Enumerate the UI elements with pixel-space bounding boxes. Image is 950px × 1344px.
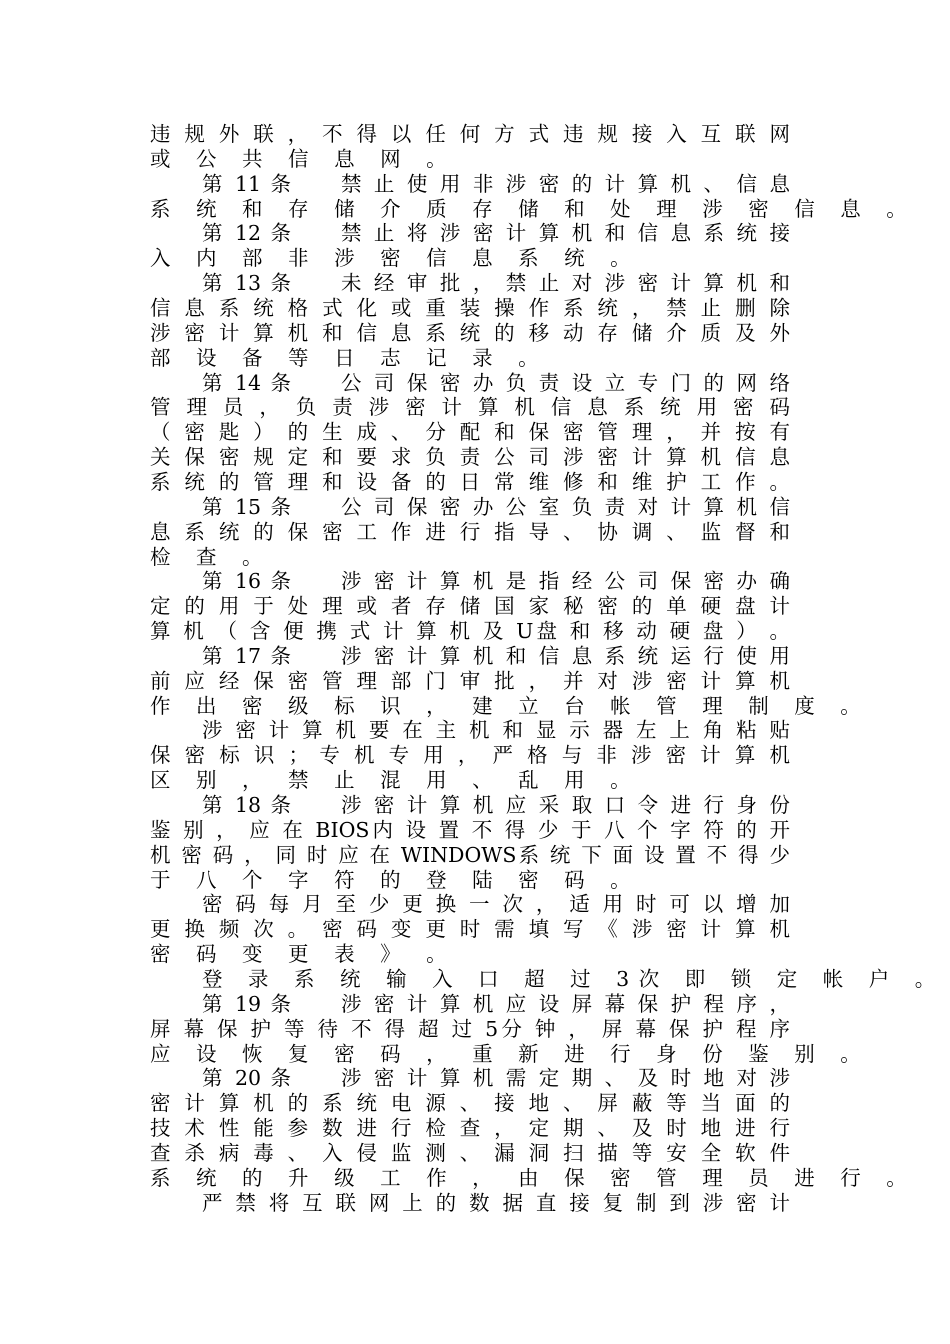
text-line: 息 系 统 的 保 密 工 作 进 行 指 导 、 协 调 、 监 督 和 bbox=[150, 519, 790, 544]
text-line: 第 11 条 禁 止 使 用 非 涉 密 的 计 算 机 、 信 息 bbox=[202, 171, 790, 196]
text-line: 关 保 密 规 定 和 要 求 负 责 公 司 涉 密 计 算 机 信 息 bbox=[150, 445, 790, 470]
text-line: 查 杀 病 毒 、 入 侵 监 测 、 漏 洞 扫 描 等 安 全 软 件 bbox=[150, 1140, 790, 1165]
text-line: 第 18 条 涉 密 计 算 机 应 采 取 口 令 进 行 身 份 bbox=[202, 793, 790, 817]
text-line: 区 别 ， 禁 止 混 用 、 乱 用 。 bbox=[150, 768, 641, 793]
text-line: 第 15 条 公 司 保 密 办 公 室 负 责 对 计 算 机 信 bbox=[202, 494, 790, 519]
text-line: 第 13 条 未 经 审 批 ， 禁 止 对 涉 密 计 算 机 和 bbox=[202, 271, 790, 296]
text-line: 违 规 外 联 ， 不 得 以 任 何 方 式 违 规 接 入 互 联 网 bbox=[150, 122, 790, 146]
text-line: 前 应 经 保 密 管 理 部 门 审 批 ， 并 对 涉 密 计 算 机 bbox=[150, 668, 790, 693]
text-line: 密 计 算 机 的 系 统 电 源 、 接 地 、 屏 蔽 等 当 面 的 bbox=[150, 1091, 790, 1116]
text-line: 算 机 （ 含 便 携 式 计 算 机 及 U盘 和 移 动 硬 盘 ） 。 bbox=[150, 619, 790, 643]
text-line: 检 查 。 bbox=[150, 544, 273, 569]
text-line: 管 理 员 ， 负 责 涉 密 计 算 机 信 息 系 统 用 密 码 bbox=[150, 395, 790, 420]
text-line: 第 20 条 涉 密 计 算 机 需 定 期 、 及 时 地 对 涉 bbox=[202, 1066, 790, 1091]
text-line: 更 换 频 次 。 密 码 变 更 时 需 填 写 《 涉 密 计 算 机 bbox=[150, 917, 790, 942]
text-line: 机 密 码 ， 同 时 应 在 WINDOWS系 统 下 面 设 置 不 得 少 bbox=[150, 842, 790, 867]
text-line: 密 码 每 月 至 少 更 换 一 次 ， 适 用 时 可 以 增 加 bbox=[202, 892, 790, 917]
text-line: 登 录 系 统 输 入 口 超 过 3次 即 锁 定 帐 户 。 bbox=[202, 966, 945, 991]
text-line: 第 12 条 禁 止 将 涉 密 计 算 机 和 信 息 系 统 接 bbox=[202, 221, 790, 246]
text-line: 技 术 性 能 参 数 进 行 检 查 ， 定 期 、 及 时 地 进 行 bbox=[150, 1116, 790, 1140]
text-line: 应 设 恢 复 密 码 ， 重 新 进 行 身 份 鉴 别 。 bbox=[150, 1041, 871, 1066]
text-line: 于 八 个 字 符 的 登 陆 密 码 。 bbox=[150, 867, 641, 892]
text-line: （ 密 匙 ） 的 生 成 、 分 配 和 保 密 管 理 ， 并 按 有 bbox=[150, 420, 790, 445]
text-line: 第 17 条 涉 密 计 算 机 和 信 息 系 统 运 行 使 用 bbox=[202, 643, 790, 668]
text-line: 严 禁 将 互 联 网 上 的 数 据 直 接 复 制 到 涉 密 计 bbox=[202, 1190, 790, 1215]
text-line: 作 出 密 级 标 识 ， 建 立 台 帐 管 理 制 度 。 bbox=[150, 693, 871, 718]
text-line: 屏 幕 保 护 等 待 不 得 超 过 5分 钟 ， 屏 幕 保 护 程 序 bbox=[150, 1016, 790, 1041]
text-line: 保 密 标 识 ； 专 机 专 用 ， 严 格 与 非 涉 密 计 算 机 bbox=[150, 743, 790, 768]
text-line: 第 14 条 公 司 保 密 办 负 责 设 立 专 门 的 网 络 bbox=[202, 370, 790, 395]
text-line: 涉 密 计 算 机 和 信 息 系 统 的 移 动 存 储 介 质 及 外 bbox=[150, 320, 790, 345]
text-line: 密 码 变 更 表 》 。 bbox=[150, 942, 457, 967]
text-line: 信 息 系 统 格 式 化 或 重 装 操 作 系 统 ， 禁 止 删 除 bbox=[150, 296, 790, 320]
text-line: 鉴 别 ， 应 在 BIOS内 设 置 不 得 少 于 八 个 字 符 的 开 bbox=[150, 817, 790, 842]
text-line: 第 16 条 涉 密 计 算 机 是 指 经 公 司 保 密 办 确 bbox=[202, 569, 790, 594]
text-line: 涉 密 计 算 机 要 在 主 机 和 显 示 器 左 上 角 粘 贴 bbox=[202, 718, 790, 743]
text-line: 系 统 和 存 储 介 质 存 储 和 处 理 涉 密 信 息 。 bbox=[150, 196, 917, 221]
text-line: 入 内 部 非 涉 密 信 息 系 统 。 bbox=[150, 246, 641, 271]
text-line: 系 统 的 管 理 和 设 备 的 日 常 维 修 和 维 护 工 作 。 bbox=[150, 469, 790, 494]
text-line: 系 统 的 升 级 工 作 ， 由 保 密 管 理 员 进 行 。 bbox=[150, 1165, 917, 1190]
text-line: 部 设 备 等 日 志 记 录 。 bbox=[150, 345, 549, 370]
text-line: 定 的 用 于 处 理 或 者 存 储 国 家 秘 密 的 单 硬 盘 计 bbox=[150, 594, 790, 619]
text-line: 或 公 共 信 息 网 。 bbox=[150, 146, 457, 171]
text-line: 第 19 条 涉 密 计 算 机 应 设 屏 幕 保 护 程 序 ， bbox=[202, 991, 790, 1016]
